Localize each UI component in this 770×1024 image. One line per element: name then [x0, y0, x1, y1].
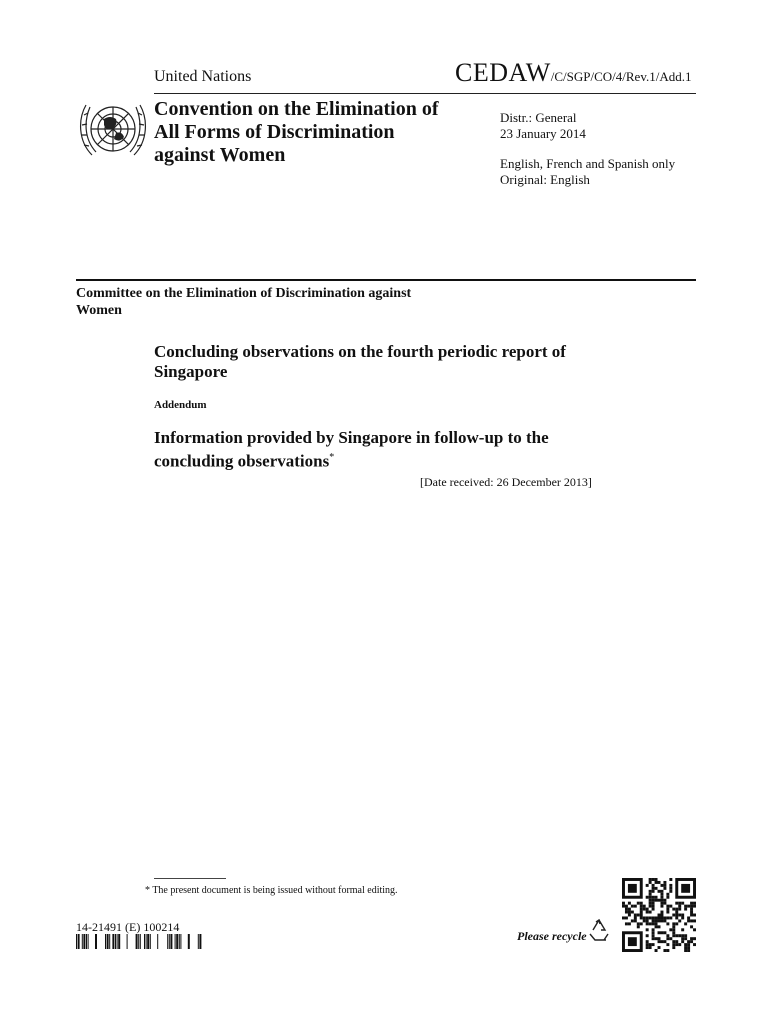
barcode-icon: [76, 934, 202, 949]
committee-name: Committee on the Elimination of Discrimination against Women: [76, 286, 412, 318]
recycle-text: Please recycle: [517, 929, 587, 943]
qr-code-icon: [622, 878, 696, 952]
addendum-label: Addendum: [154, 399, 207, 411]
date-received: [Date received: 26 December 2013]: [420, 475, 592, 489]
organization-name: United Nations: [154, 68, 252, 85]
footnote-rule: [154, 878, 226, 879]
document-number: 14-21491 (E) 100214: [76, 920, 180, 934]
un-emblem-icon: [76, 97, 150, 163]
header-rule: [154, 93, 696, 94]
languages: English, French and Spanish only: [500, 156, 676, 171]
document-symbol: [455, 58, 691, 88]
symbol-suffix: /C/SGP/CO/4/Rev.1/Add.1: [550, 69, 692, 84]
info-title-text: Information provided by Singapore in follow-up to the concluding observations: [154, 428, 549, 471]
distribution-type: Distr.: General: [500, 110, 577, 125]
section-rule: [76, 279, 696, 281]
recycle-icon: [586, 917, 612, 943]
info-title: [154, 428, 614, 472]
convention-title: Convention on the Elimination of All Forms of Discrimination against Women: [154, 98, 439, 166]
issue-date: 23 January 2014: [500, 126, 586, 141]
original-language: Original: English: [500, 172, 590, 187]
symbol-main: CEDAW: [455, 58, 551, 87]
distribution-block: [500, 110, 675, 188]
footnote-marker: *: [329, 452, 335, 463]
concluding-title: Concluding observations on the fourth periodic report of Singapore: [154, 342, 566, 381]
footnote: * The present document is being issued without formal editing.: [145, 885, 398, 896]
